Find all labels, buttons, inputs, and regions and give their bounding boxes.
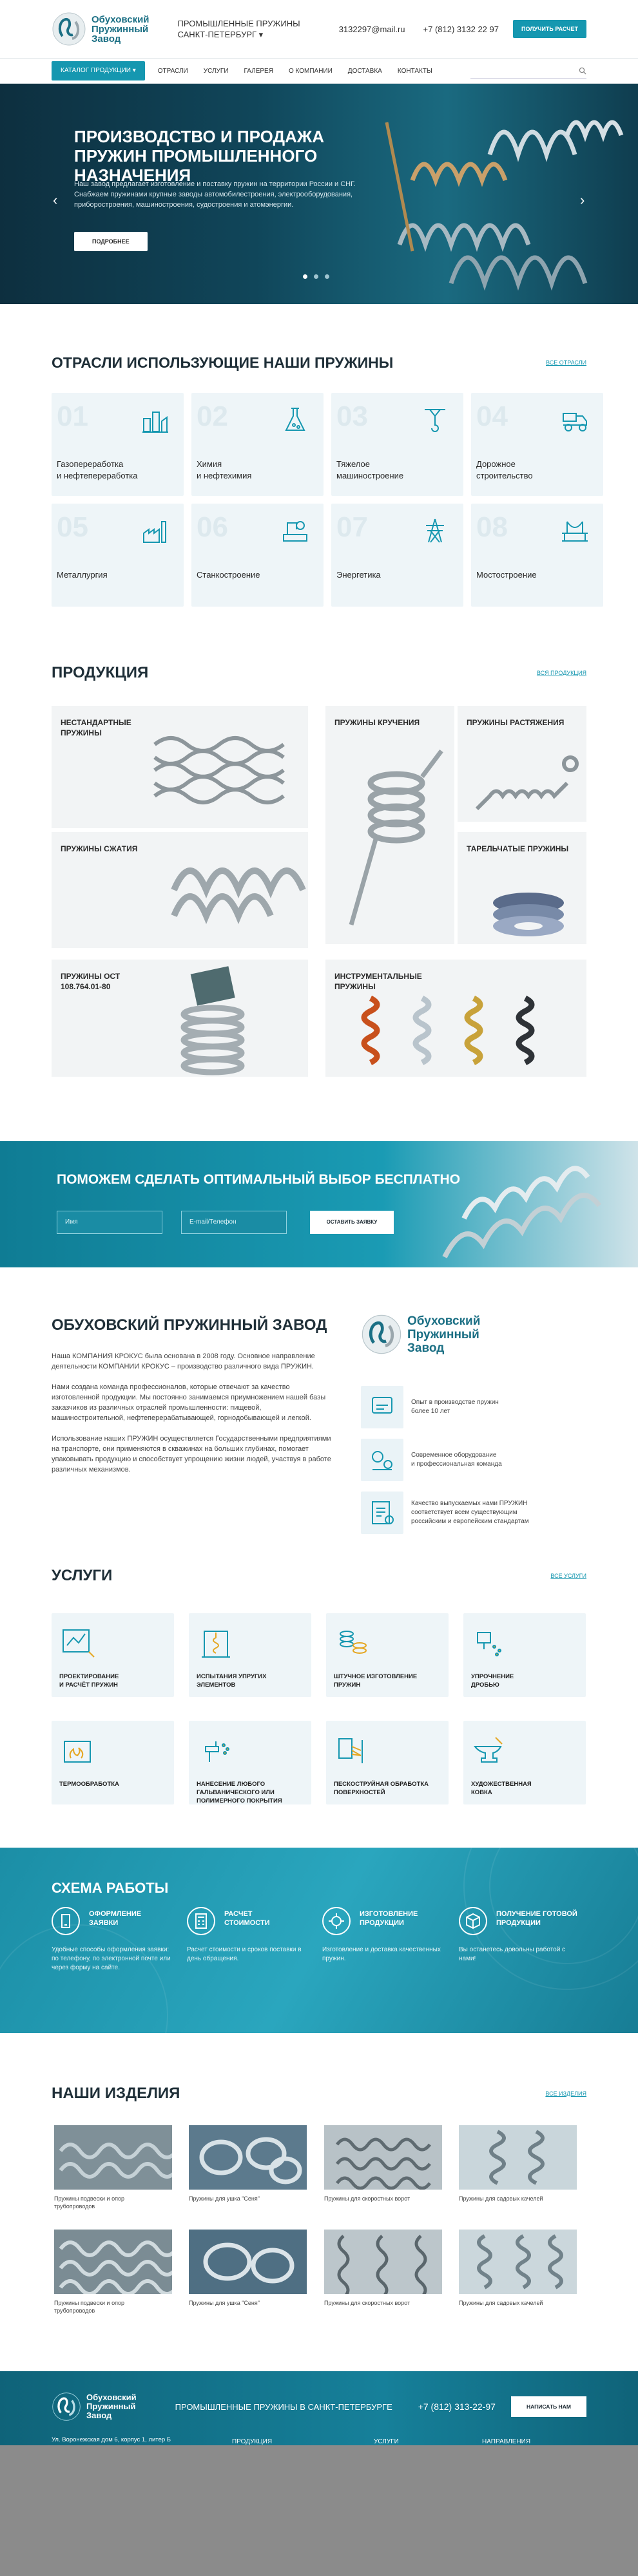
header-phone[interactable]: +7 (812) 3132 22 97 [423,24,499,34]
logo-line-1: Обуховский [92,14,150,25]
title-line: ПОЛУЧЕНИЕ ГОТОВОЙ [496,1910,577,1918]
product-card-custom[interactable] [52,706,308,828]
works-header [52,2084,586,2103]
work-item[interactable] [54,2230,172,2315]
label-line: ЭЛЕМЕНТОВ [197,1681,236,1689]
crane-hook-icon [421,406,449,434]
hero-text: Наш завод предлагает изготовление и поставку пружин на территории России и СНГ. Снабжаем пружинами крупные заводы автомобилестроения, электрооборудования, приборостроения, машиностроения, судостроения и атомэнергии. [74,180,356,209]
products-header [52,663,586,683]
label-line: ТЕРМООБРАБОТКА [59,1781,119,1788]
label-line: трубопроводов [54,2203,95,2210]
service-card[interactable] [52,1721,174,1804]
about-title: ОБУХОВСКИЙ ПРУЖИННЫЙ ЗАВОД [52,1316,327,1334]
industry-card[interactable] [191,504,324,607]
feature-item [361,1439,580,1481]
footer-phone[interactable]: +7 (812) 313-22-97 [418,2401,496,2412]
hero-dot-2[interactable] [314,274,318,279]
product-label [467,717,564,728]
product-card-extension[interactable] [458,706,586,822]
industry-number: 05 [57,511,88,543]
industry-number: 03 [336,401,368,432]
text-line: более 10 лет [411,1408,450,1415]
label-line: Мостостроение [476,570,537,580]
label-line: Пружины для скоростных ворот [324,2195,411,2202]
logo-text [92,15,150,44]
sandblasting-icon [334,1734,372,1767]
label-line: Химия [197,459,222,469]
feature-text [411,1398,499,1416]
title-line: ПРОДУКЦИИ [360,1919,404,1927]
product-card-disc[interactable] [458,832,586,944]
label-line: Пружины подвески и опор [54,2195,124,2202]
step-description: Удобные способы оформления заявки: по телефону, по электронной почте или через форму на сайте. [52,1946,171,1971]
workflow-step [52,1907,174,1973]
about-text [52,1351,335,1475]
road-roller-icon [561,406,589,434]
header [52,0,586,58]
logo[interactable] [52,12,150,46]
about-logo-text [407,1314,480,1355]
title-line: РАСЧЕТ [224,1910,253,1918]
all-products-link[interactable]: ВСЯ ПРОДУКЦИЯ [536,670,586,676]
text-line: Опыт в производстве пружин [411,1399,499,1406]
industry-number: 06 [197,511,228,543]
service-card[interactable] [52,1613,174,1697]
work-photo [54,2230,172,2294]
label-line: ШТУЧНОЕ ИЗГОТОВЛЕНИЕ [334,1673,418,1680]
label-line: Пружины для садовых качелей [459,2300,543,2306]
write-us-button[interactable]: НАПИСАТЬ НАМ [511,2396,586,2417]
footer-top-row [52,2387,586,2426]
step-description: Расчет стоимости и сроков поставки в день обращения. [187,1946,302,1962]
label-line: ПРУЖИНЫ РАСТЯЖЕНИЯ [467,718,565,727]
hero-next-arrow[interactable]: › [580,192,585,208]
work-label [324,2195,442,2202]
industry-number: 01 [57,401,88,432]
label-line: Дорожное [476,459,516,469]
step-title [224,1909,270,1927]
city-label: САНКТ-ПЕТЕРБУРГ [177,30,257,39]
promo-springs-image [0,1141,638,1267]
service-label [334,1780,443,1797]
hero-pagination [303,274,329,279]
step-title [89,1909,141,1927]
product-card-compression[interactable] [52,832,308,948]
text-line: и профессиональная команда [411,1461,502,1468]
work-item[interactable] [459,2230,577,2307]
page-bottom-overlay [0,2445,638,2576]
service-label [471,1780,581,1797]
feature-item [361,1386,580,1428]
search-icon[interactable] [579,67,586,75]
industry-number: 07 [336,511,368,543]
main-nav [0,58,638,84]
about-paragraph: Нами создана команда профессионалов, которые отвечают за качество изготовленной продукции. Мы постоянно занимаемся приумножением нашей базы заказчиков из различных отраслей промышленности: пищевой, машиностроительной, нефтеперерабатывающей, горнодобывающей и легкой. [52,1383,326,1422]
step-title [360,1909,418,1927]
label-line: трубопроводов [54,2307,95,2314]
workflow-title: СХЕМА РАБОТЫ [52,1880,169,1896]
logo-line-2: Пружинный [86,2401,136,2411]
about-logo [361,1314,480,1355]
label-line: ПОВЕРХНОСТЕЙ [334,1789,385,1796]
label-line: Энергетика [336,570,381,580]
phone-request-icon [52,1907,80,1935]
label-line: Пружины подвески и опор [54,2300,124,2306]
hero-title: ПРОИЗВОДСТВО И ПРОДАЖА ПРУЖИН ПРОМЫШЛЕННОГО НАЗНАЧЕНИЯ [74,127,325,185]
machine-tool-icon [281,516,309,545]
work-label [54,2299,172,2315]
industry-card[interactable] [191,393,324,496]
workflow-step [459,1907,581,1964]
logo-mark-icon [52,2392,81,2421]
workflow-section [0,1848,638,2033]
industry-label [336,569,381,581]
industry-label [476,569,537,581]
step-description: Вы останетесь довольны работой с нами! [459,1946,566,1962]
header-email[interactable]: 3132297@mail.ru [338,24,405,34]
nav-item-contacts[interactable]: КОНТАКТЫ [397,67,432,75]
hero-more-button[interactable]: ПОДРОБНЕЕ [74,232,148,251]
design-blueprint-icon [59,1626,98,1660]
industry-number: 08 [476,511,508,543]
label-line: Пружины для садовых качелей [459,2195,543,2202]
step-description: Изготовление и доставка качественных пружин. [322,1946,441,1962]
label-line: Пружины для ушка "Сеня" [189,2195,260,2202]
label-line: ПРУЖИНЫ [334,982,376,991]
title-line: СТОИМОСТИ [224,1919,270,1927]
service-label [59,1780,169,1788]
about-section [52,1316,335,1485]
service-card[interactable] [189,1613,311,1697]
service-card[interactable] [189,1721,311,1804]
logo-mark-icon [361,1314,402,1355]
feature-item [361,1492,580,1534]
nav-item-delivery[interactable]: ДОСТАВКА [347,67,382,75]
calculator-icon [187,1907,215,1935]
label-line: Станкостроение [197,570,260,580]
catalog-label: КАТАЛОГ ПРОДУКЦИИ [61,67,131,74]
metallurgy-plant-icon [141,516,169,545]
product-card-tool[interactable] [325,960,586,1077]
product-label [61,717,131,738]
service-label [471,1672,581,1689]
label-line: ПРУЖИНЫ КРУЧЕНИЯ [334,718,420,727]
logo-line-2: Пружинный [92,23,149,35]
work-label [459,2299,577,2307]
logo-line-1: Обуховский [86,2392,137,2402]
manufacturing-icon [322,1907,351,1935]
industry-card[interactable] [471,504,603,607]
all-services-link[interactable]: ВСЕ УСЛУГИ [550,1573,586,1579]
feature-text [411,1499,529,1526]
shot-peening-icon [471,1626,510,1660]
name-input[interactable]: Имя [57,1211,162,1234]
nav-item-about[interactable]: О КОМПАНИИ [288,67,333,75]
label-line: строительство [476,471,533,480]
address-text: Ул. Воронежская дом 6, корпус 1, литер Б [52,2436,171,2443]
label-line: ДРОБЬЮ [471,1681,499,1689]
header-tagline [178,18,300,40]
work-photo [459,2125,577,2190]
title-line: ПРОДУКЦИИ [496,1919,541,1927]
work-photo [324,2125,442,2190]
logo-line-3: Завод [407,1341,445,1355]
service-label [334,1672,443,1689]
industry-card[interactable] [52,393,184,496]
industries-grid [52,393,603,607]
label-line: ТАРЕЛЬЧАТЫЕ ПРУЖИНЫ [467,844,569,853]
service-label [197,1780,306,1805]
services-title: УСЛУГИ [52,1567,113,1584]
gas-refinery-icon [141,406,169,434]
spray-coating-icon [197,1734,235,1767]
product-label [334,971,422,992]
feature-text [411,1451,502,1469]
work-label [324,2299,442,2307]
label-line: Пружины для ушка "Сеня" [189,2300,260,2306]
label-line: ХУДОЖЕСТВЕННАЯ [471,1781,532,1788]
promo-title: ПОМОЖЕМ СДЕЛАТЬ ОПТИМАЛЬНЫЙ ВЫБОР БЕСПЛАТНО [57,1172,461,1187]
hero-prev-arrow[interactable]: ‹ [53,192,58,208]
logo-line-3: Завод [92,33,121,44]
label-line: ПОЛИМЕРНОГО ПОКРЫТИЯ [197,1797,282,1804]
label-line: ПРУЖИНЫ СЖАТИЯ [61,844,138,853]
title-line: ИЗГОТОВЛЕНИЕ [360,1910,418,1918]
work-item[interactable] [324,2230,442,2307]
chemistry-flask-icon [281,406,309,434]
product-label [334,717,420,728]
about-paragraph: Наша КОМПАНИЯ КРОКУС была основана в 2008 году. Основное направление деятельности КОМПАНИИ КРОКУС – производство различного вида ПРУЖИН. [52,1352,315,1370]
label-line: и нефтепереработка [57,471,138,480]
text-line: соответствует всем существующим [411,1509,517,1516]
logo-line-2: Пружинный [407,1327,479,1341]
label-line: И РАСЧЁТ ПРУЖИН [59,1681,118,1689]
text-line: Современное оборудование [411,1452,497,1459]
label-line: ПРУЖИН [334,1681,361,1689]
service-label [59,1672,169,1689]
quality-icon [361,1492,403,1534]
product-label [61,844,137,854]
title-line: ЗАЯВКИ [89,1919,119,1927]
footer-logo-text [86,2393,137,2420]
work-label [54,2195,172,2210]
work-item[interactable] [189,2125,307,2202]
industry-card[interactable] [331,504,463,607]
industry-label [336,459,403,482]
work-photo [54,2125,172,2190]
label-line: ПРУЖИНЫ ОСТ [61,972,121,981]
title-line: ОФОРМЛЕНИЕ [89,1910,142,1918]
get-quote-button[interactable]: ПОЛУЧИТЬ РАСЧЕТ [513,20,586,38]
service-card[interactable] [463,1721,586,1804]
service-label [197,1672,306,1689]
footer-col-title: ПРОДУКЦИЯ [232,2438,273,2445]
chevron-down-icon: ▾ [132,67,136,74]
service-card[interactable] [463,1613,586,1697]
footer-col-title: УСЛУГИ [374,2438,399,2445]
nav-item-gallery[interactable]: ГАЛЕРЕЯ [244,67,273,75]
chevron-down-icon: ▾ [258,30,264,39]
product-label [61,971,120,992]
hero-slider [0,84,638,304]
product-card-ost[interactable] [52,960,308,1077]
label-line: 108.764.01-80 [61,982,111,991]
delivery-box-icon [459,1907,487,1935]
work-label [459,2195,577,2202]
label-line: Газопереработка [57,459,124,469]
label-line: НЕСТАНДАРТНЫЕ [61,718,131,727]
workflow-step [187,1907,309,1964]
label-line: Металлургия [57,570,108,580]
label-line: Тяжелое [336,459,370,469]
works-title: НАШИ ИЗДЕЛИЯ [52,2085,180,2102]
label-line: машиностроение [336,471,404,480]
footer-tagline: ПРОМЫШЛЕННЫЕ ПРУЖИНЫ В САНКТ-ПЕТЕРБУРГЕ [175,2401,392,2412]
label-line: ПРУЖИНЫ [61,728,102,737]
industry-label [57,459,137,482]
torsion-spring-image [325,706,454,944]
hero-dot-1[interactable] [303,274,307,279]
contact-input[interactable]: E-mail/Телефон [181,1211,287,1234]
experience-icon [361,1386,403,1428]
product-card-torsion[interactable] [325,706,454,944]
work-label [189,2299,307,2307]
free-consultation-banner [0,1141,638,1267]
label-line: и нефтехимия [197,471,252,480]
power-tower-icon [421,516,449,545]
industries-title: ОТРАСЛИ ИСПОЛЬЗУЮЩИЕ НАШИ ПРУЖИНЫ [52,354,394,371]
label-line: УПРОЧНЕНИЕ [471,1673,514,1680]
work-photo [189,2125,307,2190]
work-photo [324,2230,442,2294]
services-header [52,1566,586,1586]
industry-label [197,459,251,482]
products-title: ПРОДУКЦИЯ [52,664,149,681]
work-item[interactable] [189,2230,307,2307]
label-line: ГАЛЬВАНИЧЕСКОГО ИЛИ [197,1789,275,1796]
footer-col-title: НАПРАВЛЕНИЯ [482,2438,531,2445]
industry-number: 04 [476,401,508,432]
workflow-step [322,1907,445,1964]
work-item[interactable] [54,2125,172,2210]
label-line: ИНСТРУМЕНТАЛЬНЫЕ [334,972,422,981]
label-line: НАНЕСЕНИЕ ЛЮБОГО [197,1781,266,1788]
hero-dot-3[interactable] [325,274,329,279]
step-title [496,1909,577,1927]
tagline-line-1: ПРОМЫШЛЕННЫЕ ПРУЖИНЫ [177,19,300,28]
catalog-button[interactable] [52,61,145,80]
text-line: российским и европейским стандартам [411,1518,529,1525]
label-line: ПРОЕКТИРОВАНИЕ [59,1673,119,1680]
logo-line-1: Обуховский [407,1314,481,1328]
work-photo [189,2230,307,2294]
heat-treatment-icon [59,1734,98,1767]
logo-line-3: Завод [86,2410,112,2420]
footer-logo[interactable] [52,2392,137,2421]
industry-card[interactable] [471,393,603,496]
nav-item-services[interactable]: УСЛУГИ [203,67,229,75]
industry-card[interactable] [52,504,184,607]
city-selector[interactable] [178,29,300,40]
bridge-icon [561,516,589,545]
work-photo [459,2230,577,2294]
label-line: ИСПЫТАНИЯ УПРУГИХ [197,1673,267,1680]
label-line: КОВКА [471,1789,492,1796]
equipment-icon [361,1439,403,1481]
spring-piece-icon [334,1626,372,1660]
service-card[interactable] [326,1613,449,1697]
label-line: ПЕСКОСТРУЙНАЯ ОБРАБОТКА [334,1781,429,1788]
all-industries-link[interactable]: ВСЕ ОТРАСЛИ [546,359,586,366]
industry-label [197,569,260,581]
nav-item-industries[interactable]: ОТРАСЛИ [157,67,188,75]
about-paragraph: Использование наших ПРУЖИН осуществляется Государственными предприятиями на транспорте, они применяются в скважинах на больших глубинах, помогает упаковывать продукцию и способствует упрощению жизни людей, участвуя в работе различных механизмов. [52,1435,331,1473]
industry-number: 02 [197,401,228,432]
industries-section [52,353,586,372]
product-label [467,844,568,854]
industry-card[interactable] [331,393,463,496]
submit-request-button[interactable]: ОСТАВИТЬ ЗАЯВКУ [310,1211,394,1234]
search-input[interactable] [470,63,586,79]
logo-mark-icon [52,12,86,46]
work-item[interactable] [459,2125,577,2202]
industry-label [57,569,108,581]
text-line: Качество выпускаемых нами ПРУЖИН [411,1500,528,1507]
all-works-link[interactable]: ВСЕ ИЗДЕЛИЯ [545,2090,586,2097]
label-line: Пружины для скоростных ворот [324,2300,411,2306]
work-label [189,2195,307,2202]
service-card[interactable] [326,1721,449,1804]
industry-label [476,459,533,482]
work-item[interactable] [324,2125,442,2202]
anvil-icon [471,1734,510,1767]
testing-rig-icon [197,1626,235,1660]
